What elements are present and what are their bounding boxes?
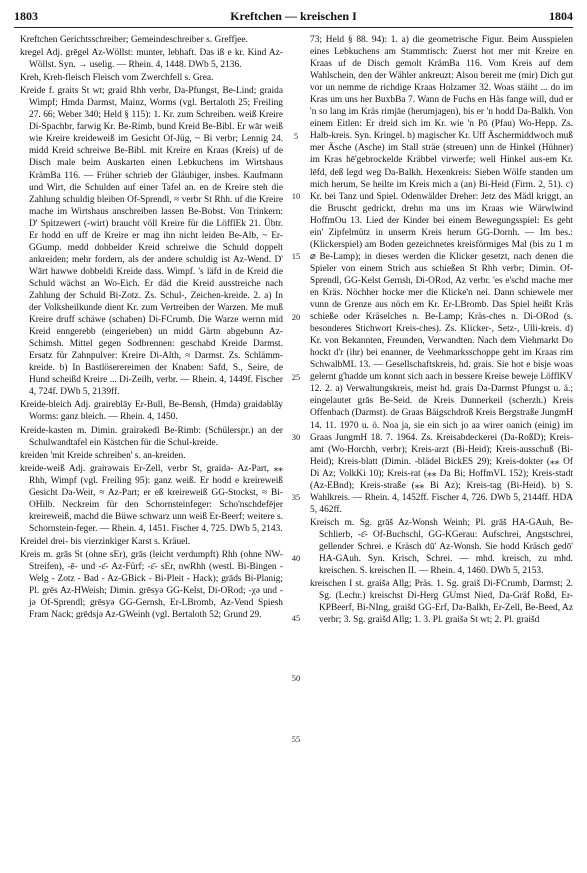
entry-kreide-bleich: Kreide-bleich Adj. graireblāy Er-Bull, Be-Bensh, (Hmda) graidəblāy Worms: ganz bleich. — Rhein. 4, 1450. xyxy=(20,400,283,423)
line-number: 5 xyxy=(293,131,299,141)
entry-kreis: Kreis m. grās St (ohne sEr), grās (leicht verdumpft) Rhh (ohne NW-Streifen), -ē- und -ɛ̄- Az-Fürf; -ɛ̄- sEr, nwRhh (westl. Bi-Bingen - Welg - Zotz - Bad - Az-GBick - Bi-Pleit - Hack); grāds Bi-Planig; Pl. grēs Az-HWeish; Dimin. grēsyə GG-Kelst, Di-ORod; -χə und -jə Of-Sprendl; grēsyə GG-Gernsh, Er-LBromb, Az-Vend Spiesh Fram Nack; grēdsjə Az-GWeinh (vgl. Bertaloth 52; Grund 29. xyxy=(20,549,283,621)
right-column xyxy=(310,34,573,626)
line-number: 50 xyxy=(291,673,301,683)
header-rule xyxy=(14,27,573,28)
entry-kreide: Kreide f. graits St wt; graid Rhh verbr, Da-Pfungst, Be-Lind; graida Wimpf; Hmda Darmst, Mainz, Worms (vgl. Bertaloth 25; Freiling 27. 66; Weber 340; Held § 115): 1. Kr. zum Schreiben. weiß Kreire Di-Spachbr, farwig Kr. Be-Rimb, bund Kreid Be-Bibl. Er wār weiß wie Kreire kreideweiß im Gesicht Of-Jüg, ~ Bi verbr; Lennig 24. midd Kreid schreiwe Be-Bibl. mit Kreire en Kraas (Kreis) uf de Disch male beim Auskarten einen Lebkuchens im Wirtshaus KrämBa 116. — Früher schrieb der Gläubiger, insbes. Kaufmann und Wirt, die Schulden auf einer Tafel an. en de Kreire steh die Zahlung schuldig bleiben Of-Sprendl, ≈ verbr St Rhh. uf die Kreire mache im Wirtshaus anschreiben lassen Be-Bobst. Von Trinkern: D' Spitzewert (-wirt) braucht völl Kreire für die LöfflEk 21. Übtr. Er hodd en uff de Kreire er mag ihn nicht leiden Be-Alb, ~ Er-GGump. medd dobbelder Kreid schreiwe die Schuld doppelt ankreiden; mehr fordern, als der andere schuldig ist Az-Wend. D' Wārt hawwe dobbeldi Kreide dass. Wimpf. 's läfd in de Kreid die Schuld wächst an Wo-Eich. Er däd die Kreid ausstreiche nach Zahlung der Schuld Bi-Zotz. Zs. Schul-, Zeichen-kreide. 2. a) In der Volksheilkunde dient Kr. zum Vertreiben der Warzen. Me muß Kreire druff schäwe (schaben) Di-FCrumb. Die Warze wernn mid Kreid enngerebb (eingerieben) un midd Gärtn abgebunn Az-Schimsh. Mittel gegen Sodbrennen: geschabd Kreide Darmst. Ersatz für Zahnpulver: Kreire Di-Alth, ≈ Darmst. Zs. Schlämm-kreide. b) In Bastlöserereimen der Knaben: Safd, S., Seire, de Hund scheißd Kreire ... Di-Zeilh, verbr. — Rhein. 4, 1449f. Fischer 4, 724f. DWb 5, 2139ff. xyxy=(20,86,283,398)
line-number: 20 xyxy=(291,312,301,322)
line-number: 10 xyxy=(291,191,301,201)
line-number: 45 xyxy=(291,613,301,623)
entry-kreide-kasten: Kreide-kasten m. Dimin. grairəkedl Be-Rimb: (Schülerspr.) an der Schulwandtafel ein Kästchen für die Schul-kreide. xyxy=(20,425,283,448)
line-number: 30 xyxy=(291,432,301,442)
line-number: 55 xyxy=(291,734,301,744)
entry-kreis-continued: 73; Held § 88. 94): 1. a) die geometrische Figur. Beim Ausspielen eines Lebkuchens am Stammtisch: Zuerst hot mer mit Kreire en Kraas uf de Disch gemolt KrämBa 116. Vom Kreis auf dem Wahlschein, den der Wähler ankreuzt: Alsou bereit me (mir) Dich gut vor un nemme de richdige Kraas Holzamer 32. Woas stäiht ... do im Kras um uns her BuxbBa 7. Wann de Fuchs en Häs fange will, dud er 'n so lang im Kräs rimjāe (herumjagen), bis er 'n hodd Da-Balkh. Von einem Eitlen: Er dreid sich im Kr. wie 'n Pō (Pfau) Wo-Hepp. Zs. Halb-kreis. Syn. Kringel. b) magischer Kr. Uff Äschermiddwoch muß mer Äsche (Asche) im Stall sträe (streuen) unn de Hinkel (Hühner) im Kras hē'gebrockelde Kräbbel virwerfe; well Hinkel aus-em Kr. lēfd, deß legd weg Da-Balkh. Hexenkreis: Sieben Wölfe standen um mich herum, Se heilte im Kreis mich a (an) Bi-Heid (Firm. 2, 51). c) Kr. bei Tanz und Spiel. Odenwälder Dreher: Jetz des Mädl kriggt, an die Bruscht gedrickt, drehn ma uns im Kraas wie Wärwlwind HoffmOu 13. Lied der Kinder bei einem Bewegungsspiel: Es geht ein' Zipfelmütz in unserm Kreis herum GG-Dornh. — Im bes.: (Klickerspiel) am Boden gezeichnetes kreisförmiges Mal (bis zu 1 m ⌀ Be-Lamp); in dieses werden die Klicker gesetzt, nach denen die Spieler von einem Strich aus schießen St Rhh verbr; Dimin. Of-Sprendl, GG-Kelst Gernsh, Di-ORod, Az verbr. 'es e'schd mache mer en Kräs. Nöchher hocke mer die Klicke'n nei. Dann schiewele mer vunn de Grenze aus nöch em Kr. Er-LBromb. Das Spiel heißt Kräs schieße oder Kräselches n. Be-Lamp; Kräs-ches n. Di-ORod (s. besonderes Stichwort Kreis-ches). Zs. Klicker-, Setz-, Ulli-kreis. d) Kr. von Bekannten, Freunden, Verwandten. Nach dem Viehmarkt Do hockt d'r (ihr) bei enanner, de Veehmarksschoppe geht im Kraas rim SchwalbML 13. — Gesellschaftskreis, hd. grais. Sie hot e bisje woas gelernt g'hadde um konnt sich aach in bessere Kreise beweje LöfflKV 12. 2. a) Verwaltungskreis, meist hd. grais Da-Darmst Pfungst u. ä.; eingelautet grās Be-Seid. de Kreis Dunnerkeil (scherzh.) Kreis Offenbach (Darmst). de Graas Bäigschdroß Kreis Bergstraße JungmH 14. 11. 1970 u. ö. Noa ja, sie ein sich jo aa wirer oanich (einig) im Graas JungmH 18. 7. 1964. Zs. Kreisabdeckerei (Da-RoßD); Kreis-amt (Wo-Horchh, verbr); Kreis-arzt (Bi-Heid); Kreis-ausschuß (Bi-Heid); Kreis-blatt (Dimin. -blädel BickES 29); Kreis-dokter (⁎⁎ Of Di Az; VolkKi 10); Kreis-rat (⁎⁎ Da Bi; HoffmVL 152); Kreis-stadt (Az-EBnd); Kreis-straße (⁎⁎ Bi Az); Kreis-tag (Bi-Heid). b) S. Wahlkreis. — Rhein. 4, 1452ff. Fischer 4, 726. DWb 5, 2144ff. HDA 5, 462ff. xyxy=(310,35,573,515)
line-number: 15 xyxy=(291,251,301,261)
page-number-left: 1803 xyxy=(14,9,38,23)
entry-kreftchen: Kreftchen Gerichtsschreiber; Gemeindeschreiber s. Greffjee. xyxy=(20,35,248,45)
entry-kreisch: Kreisch m. Sg. grāš Az-Wonsh Weinh; Pl. grāš HA-GAuh, Be-Schlierb, -ɛ̄- Of-Buchschl, GG-KGerau: Aufschrei, Angstschrei, gellender Schrei. e Kräsch dū' Az-Wonsh. Sie hodd Kräsch gedō' HA-GAuh. Syn. Krisch, Schrei. — mhd. kreisch, zu mhd. kreischen. S. kreischen II. — Rhein. 4, 1460. DWb 5, 2153. xyxy=(310,517,573,577)
entry-kreh: Kreh, Kreh-fleisch Fleisch vom Zwerchfell s. Grea. xyxy=(20,73,214,84)
running-title: Kreftchen — kreischen I xyxy=(230,9,357,23)
line-number-gutter xyxy=(287,34,305,864)
page-number-right: 1804 xyxy=(549,9,573,23)
page-header xyxy=(14,9,573,25)
entry-kreidel: Kreidel drei- bis vierzinkiger Karst s. Kräuel. xyxy=(20,536,191,547)
line-number: 25 xyxy=(291,372,301,382)
entry-kregel: kregel Adj. grēgel Az-Wöllst: munter, lebhaft. Das iß e kr. Kind Az-Wöllst. Syn. → uselig. — Rhein. 4, 1448. DWb 5, 2136. xyxy=(20,48,283,71)
line-number: 35 xyxy=(291,492,301,502)
left-column xyxy=(20,34,283,621)
entry-kreiden: kreiden 'mit Kreide schreiben' s. an-kreiden. xyxy=(20,450,186,461)
entry-kreide-weiss: kreide-weiß Adj. grairəwais Er-Zell, verbr St, graidə- Az-Part, ⁎⁎ Rhh, Wimpf (vgl. Freiling 95): ganz weiß. Er hodd e kreireweiß Gesicht Da-Weit, ≈ Az-Part; er eß kreireweiß GG-Stockst, ≈ Bi-OHilb. Neckreim für den Schornsteinfeger: Scho'nschdefējer kreireweiß, machd die Büwe schwarz unn weiß Er-Beerf; weitere s. Schornstein-feger. — Rhein. 4, 1451. Fischer 4, 725. DWb 5, 2143. xyxy=(20,463,283,534)
line-number: 40 xyxy=(291,553,301,563)
entry-kreischen-i: kreischen I st. graišə Allg; Präs. 1. Sg. graiš Di-FCrumb, Darmst; 2. Sg. (Lechr.) kreischst Di-Herg GUmst Nied, Da-Gräf Roßd, Er-KPBeerf, Bi-NIng, graišd GG-Erf, Da-Balkh, Er-Zell, Be-Beed, Az verbr; 3. Sg. graišd Allg; 1. 3. Pl. graišə St wt; 2. Pl. graišd xyxy=(310,579,573,626)
